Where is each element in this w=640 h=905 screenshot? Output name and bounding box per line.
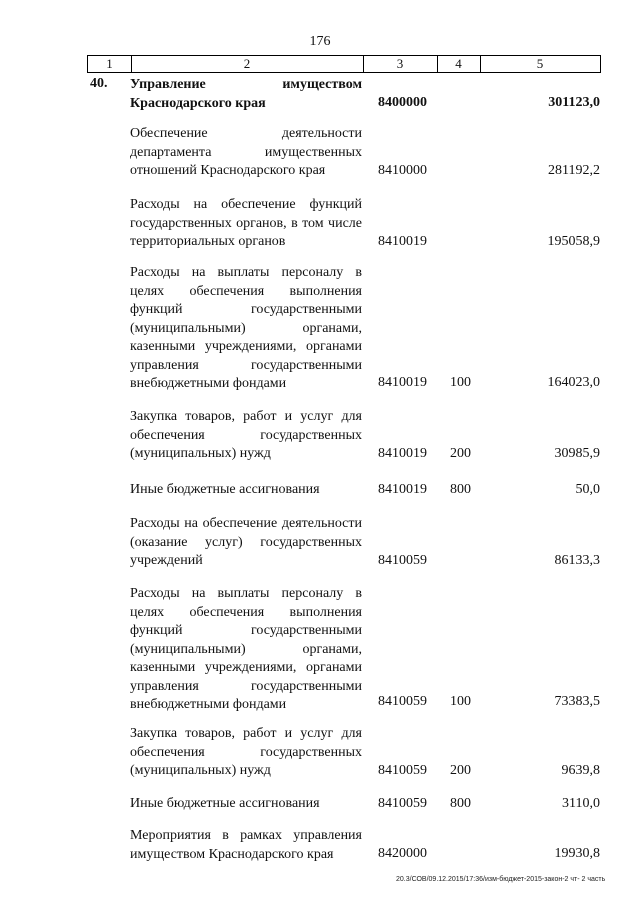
row-expense-type: 100	[450, 694, 471, 709]
page-number: 176	[309, 34, 331, 49]
row-sum: 3110,0	[562, 796, 600, 811]
footer-file-reference: 20.3/СОВ/09.12.2015/17:36/изм-бюджет-2015-закон-2 чт- 2 часть	[396, 876, 606, 883]
row-expense-type: 200	[450, 763, 471, 778]
row-expense-type: 800	[450, 482, 471, 497]
row-code: 8410000	[378, 163, 427, 178]
column-header-2: 2	[243, 56, 251, 71]
row-description: Расходы на обеспечение деятельности (оказание услуг) государственных учреждений	[130, 516, 362, 568]
row-sum: 195058,9	[547, 234, 600, 249]
row-sum: 281192,2	[548, 163, 600, 178]
row-sum: 30985,9	[554, 446, 600, 461]
section-code: 8400000	[378, 95, 427, 110]
section-number: 40.	[90, 76, 108, 91]
row-expense-type: 800	[450, 796, 471, 811]
row-sum: 50,0	[575, 482, 600, 497]
row-expense-type: 200	[450, 446, 471, 461]
row-expense-type: 100	[450, 375, 471, 390]
column-header-3: 3	[396, 56, 404, 71]
row-code: 8410019	[378, 234, 427, 249]
row-description: Обеспечение деятельности департамента имущественных отношений Краснодарского края	[130, 126, 362, 178]
column-header-5: 5	[536, 56, 544, 71]
row-code: 8410019	[378, 482, 427, 497]
row-description: Расходы на обеспечение функций государственных органов, в том числе территориальных органов	[130, 197, 362, 249]
row-code: 8410059	[378, 763, 427, 778]
row-description: Расходы на выплаты персоналу в целях обеспечения выполнения функций государственными (муниципальными) органами, казенными учреждениями, органами управления государственными внебюджетными фондами	[130, 265, 362, 391]
row-code: 8420000	[378, 846, 427, 861]
row-code: 8410059	[378, 796, 427, 811]
row-sum: 9639,8	[561, 763, 600, 778]
row-description: Закупка товаров, работ и услуг для обеспечения государственных (муниципальных) нужд	[130, 409, 362, 461]
row-description: Мероприятия в рамках управления имуществом Краснодарского края	[130, 828, 362, 862]
row-description: Закупка товаров, работ и услуг для обеспечения государственных (муниципальных) нужд	[130, 726, 362, 778]
row-description: Иные бюджетные ассигнования	[130, 796, 320, 811]
section-sum: 301123,0	[548, 95, 600, 110]
column-header-row	[87, 55, 601, 73]
row-code: 8410019	[378, 446, 427, 461]
section-title: Управление имуществом Краснодарского края	[130, 77, 362, 111]
row-code: 8410059	[378, 553, 427, 568]
row-sum: 164023,0	[547, 375, 600, 390]
row-code: 8410059	[378, 694, 427, 709]
column-header-4: 4	[455, 56, 462, 71]
row-code: 8410019	[378, 375, 427, 390]
row-description: Расходы на выплаты персоналу в целях обеспечения выполнения функций государственными (муниципальными) органами, казенными учреждениями, органами управления государственными внебюджетными фондами	[130, 586, 362, 712]
row-sum: 86133,3	[554, 553, 600, 568]
column-header-1: 1	[106, 56, 113, 71]
row-sum: 19930,8	[554, 846, 600, 861]
row-sum: 73383,5	[554, 694, 600, 709]
row-description: Иные бюджетные ассигнования	[130, 482, 320, 497]
